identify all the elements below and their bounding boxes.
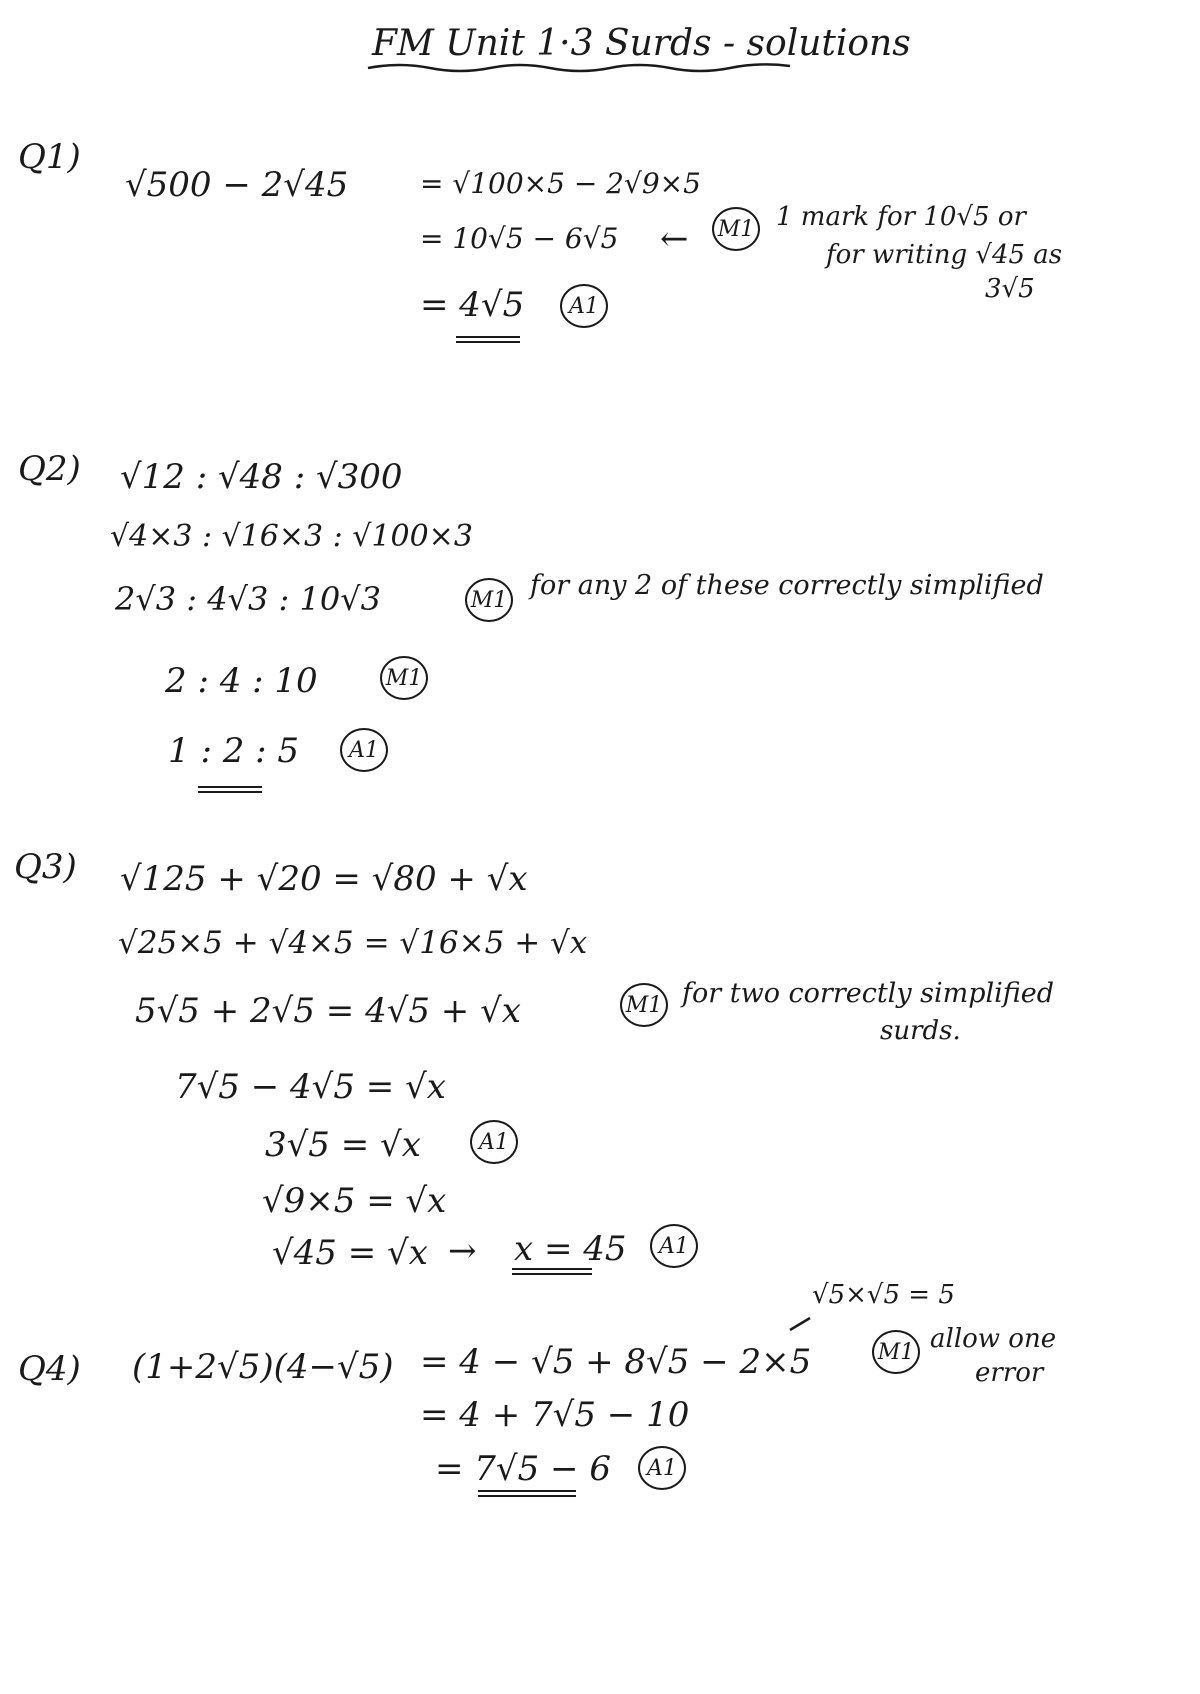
q1-answer: = 4√5 [420, 285, 525, 325]
q2-answer-underline-2 [198, 791, 262, 793]
q2-step-3: 2√3 : 4√3 : 10√3 [115, 580, 381, 618]
q2-answer-underline [198, 786, 262, 788]
q3-note-line-2: surds. [880, 1016, 961, 1046]
q3-step-4: 7√5 − 4√5 = √x [175, 1067, 446, 1107]
q1-step-1: = √100×5 − 2√9×5 [420, 167, 701, 200]
q2-label: Q2) [18, 449, 81, 489]
q2-m1-mark-b: M1 [380, 656, 428, 700]
q4-answer-underline-2 [478, 1495, 576, 1497]
q3-m1-mark: M1 [620, 983, 668, 1027]
q3-answer: x = 45 [514, 1229, 627, 1269]
q3-step-1: √125 + √20 = √80 + √x [120, 859, 528, 899]
q3-step-2: √25×5 + √4×5 = √16×5 + √x [118, 925, 588, 961]
q4-note-line-2: error [975, 1358, 1044, 1388]
q2-answer: 1 : 2 : 5 [168, 731, 300, 771]
q3-answer-underline [512, 1268, 592, 1270]
q4-a1-mark: A1 [638, 1446, 686, 1490]
q3-answer-underline-2 [512, 1273, 592, 1275]
q1-label: Q1) [18, 137, 81, 177]
q4-step-1: = 4 − √5 + 8√5 − 2×5 [420, 1342, 812, 1382]
q3-step-6: √9×5 = √x [262, 1181, 447, 1221]
q4-label: Q4) [18, 1349, 81, 1389]
q3-label: Q3) [14, 847, 77, 887]
q3-a1-mark-a: A1 [470, 1120, 518, 1164]
q4-answer-underline [478, 1490, 576, 1492]
q2-step-1: √12 : √48 : √300 [120, 457, 403, 497]
q3-arrow: → [448, 1231, 477, 1271]
q2-a1-mark: A1 [340, 728, 388, 772]
side-note-arrow [790, 1318, 810, 1330]
q1-arrow: ← [660, 219, 689, 259]
q4-answer: = 7√5 − 6 [435, 1449, 611, 1489]
q2-note: for any 2 of these correctly simplified [530, 570, 1044, 601]
q1-answer-underline [456, 336, 520, 338]
q1-note-line-1: 1 mark for 10√5 or [776, 202, 1026, 232]
q4-step-2: = 4 + 7√5 − 10 [420, 1395, 690, 1435]
q1-note-line-3: 3√5 [985, 274, 1035, 304]
q3-step-3: 5√5 + 2√5 = 4√5 + √x [135, 991, 521, 1031]
q3-a1-mark-b: A1 [650, 1224, 698, 1268]
q1-m1-mark: M1 [712, 207, 760, 251]
q3-step-7: √45 = √x [272, 1233, 428, 1273]
q1-answer-underline-2 [456, 341, 520, 343]
q2-step-2: √4×3 : √16×3 : √100×3 [110, 519, 473, 554]
q2-step-4: 2 : 4 : 10 [165, 661, 318, 701]
q1-expression: √500 − 2√45 [125, 165, 349, 205]
q1-step-2: = 10√5 − 6√5 [420, 222, 619, 255]
q4-m1-mark: M1 [872, 1330, 920, 1374]
q3-note-line-1: for two correctly simplified [682, 978, 1055, 1009]
q4-side-note: √5×√5 = 5 [812, 1280, 955, 1310]
q3-step-5: 3√5 = √x [265, 1125, 421, 1165]
q1-a1-mark: A1 [560, 284, 608, 328]
q4-note-line-1: allow one [930, 1324, 1057, 1354]
q4-expression: (1+2√5)(4−√5) [132, 1347, 394, 1387]
q2-m1-mark-a: M1 [465, 578, 513, 622]
page-title: FM Unit 1·3 Surds - solutions [372, 23, 911, 64]
q1-note-line-2: for writing √45 as [826, 240, 1063, 270]
